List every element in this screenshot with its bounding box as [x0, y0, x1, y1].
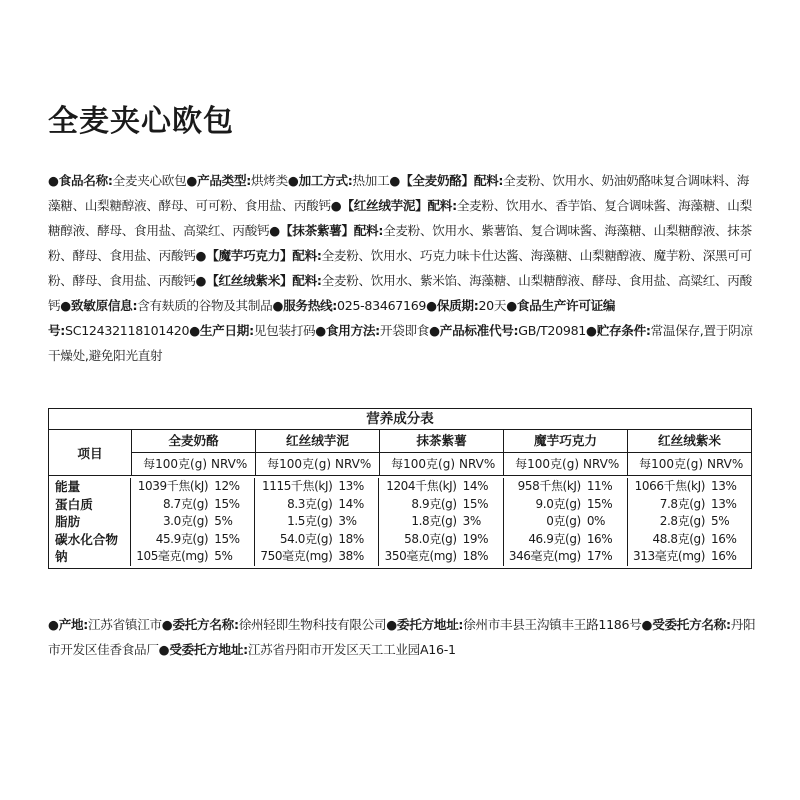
nutrient-nrv: 38%	[338, 549, 364, 563]
nutrient-amount: 313毫克(mg)	[633, 549, 706, 563]
nutrient-nrv: 3%	[462, 514, 481, 528]
nutrient-row	[628, 496, 751, 514]
info-label: ●致敏原信息:	[60, 298, 138, 313]
nutrient-row	[131, 531, 254, 549]
nutrient-amount: 3.0克(g)	[162, 514, 209, 528]
product-name: 魔芋巧克力	[504, 430, 627, 453]
nutrient-amount: 0克(g)	[546, 514, 581, 528]
page-title: 全麦夹心欧包	[48, 104, 234, 139]
info-value: 全麦粉、饮用水、紫米馅、海藻糖、山梨糖醇液、酵母、食用盐、高粱红、丙酸钙	[48, 273, 752, 313]
nutrient-row	[131, 548, 254, 566]
nutrient-nrv: 5%	[711, 514, 730, 528]
info-value: 烘烤类	[250, 173, 288, 188]
info-label: ●贮存条件:	[586, 323, 651, 338]
nutrient-amount: 1.8克(g)	[411, 514, 457, 528]
maker-value: 徐州轻即生物科技有限公司	[238, 617, 387, 632]
product-subheader	[256, 453, 379, 475]
nutrient-nrv: 15%	[214, 531, 240, 546]
nutrient-amount: 1039千焦(kJ)	[137, 479, 209, 493]
info-value: 全麦粉、饮用水、奶油奶酪味复合调味料、海藻糖、山梨糖醇液、酵母、可可粉、食用盐、丙酸钙	[48, 173, 750, 213]
nutrient-nrv: 15%	[586, 496, 613, 511]
nutrient-amount: 45.9克(g)	[155, 531, 209, 546]
nrv-label: NRV%	[459, 457, 496, 471]
info-value: 常温保存,置于阴凉干燥处,避免阳光直射	[48, 323, 753, 363]
info-value: 见包装打码	[253, 323, 316, 338]
nutrient-nrv: 0%	[586, 514, 606, 528]
nutrient-row	[379, 496, 502, 514]
nutrient-nrv: 15%	[462, 496, 489, 511]
per-100g-label: 每100克(g)	[515, 457, 579, 471]
nutrient-amount: 1066千焦(kJ)	[634, 479, 706, 493]
info-value: 全麦粉、饮用水、巧克力味卡仕达酱、海藻糖、山梨糖醇液、魔芋粉、深黑可可粉、酵母、食用盐、丙酸钙	[48, 248, 752, 288]
info-value: 025-83467169	[337, 298, 427, 313]
maker-label: ●受委托方名称:	[641, 617, 731, 632]
nutrient-row	[131, 513, 254, 531]
nutrient-amount: 105毫克(mg)	[136, 549, 209, 563]
per-100g-label: 每100克(g)	[391, 457, 455, 471]
nutrient-amount: 346毫克(mg)	[508, 549, 581, 563]
nutrient-name: 能量	[55, 479, 81, 494]
nutrient-nrv: 13%	[711, 479, 737, 493]
info-value: 全麦粉、饮用水、紫薯馅、复合调味酱、海藻糖、山梨糖醇液、抹茶粉、酵母、食用盐、丙酸钙	[48, 223, 752, 263]
nutrient-row	[255, 531, 378, 549]
nutrient-amount: 350毫克(mg)	[384, 549, 457, 563]
product-values	[504, 478, 628, 566]
nrv-label: NRV%	[211, 457, 248, 471]
info-label: ●服务热线:	[272, 298, 338, 313]
nutrition-table-title: 营养成分表	[49, 409, 751, 430]
nutrient-row	[255, 548, 378, 566]
per-100g-label: 每100克(g)	[639, 457, 703, 471]
nutrient-row	[379, 531, 502, 549]
info-label: ●【红丝绒芋泥】配料:	[330, 198, 457, 213]
nutrient-row	[628, 513, 751, 531]
product-header	[504, 430, 628, 475]
nutrient-amount: 46.9克(g)	[528, 531, 581, 546]
product-name: 红丝绒紫米	[628, 430, 751, 453]
nutrient-nrv: 11%	[586, 479, 613, 493]
info-label: ●【抹茶紫薯】配料:	[269, 223, 384, 238]
nrv-label: NRV%	[583, 457, 620, 471]
product-header	[132, 430, 256, 475]
product-header	[256, 430, 380, 475]
nutrition-table-body	[49, 476, 751, 568]
nutrient-row	[255, 513, 378, 531]
product-name: 抹茶紫薯	[380, 430, 503, 453]
maker-label: ●受委托方地址:	[158, 642, 248, 657]
nutrient-amount: 1204千焦(kJ)	[386, 479, 457, 493]
product-subheader	[504, 453, 627, 475]
nutrient-nrv: 19%	[462, 531, 489, 546]
nutrient-row	[379, 513, 502, 531]
nutrient-amount: 2.8克(g)	[659, 514, 706, 528]
info-value: SC12432118101420	[65, 323, 190, 338]
product-header	[380, 430, 504, 475]
nutrient-row	[131, 496, 254, 514]
info-value: 全麦粉、饮用水、香芋馅、复合调味酱、海藻糖、山梨糖醇液、酵母、食用盐、高粱红、丙酸钙	[48, 198, 752, 238]
nutrient-nrv: 5%	[214, 514, 233, 528]
maker-value: 江苏省丹阳市开发区天工工业园A16-1	[247, 642, 456, 657]
nutrient-row	[255, 478, 378, 496]
per-100g-label: 每100克(g)	[267, 457, 331, 471]
nutrient-labels	[49, 478, 131, 566]
nrv-label: NRV%	[335, 457, 372, 471]
nutrient-row	[628, 531, 751, 549]
nutrient-row	[255, 496, 378, 514]
product-columns	[132, 430, 751, 475]
nutrient-nrv: 13%	[338, 479, 364, 493]
manufacturer-info	[48, 612, 758, 662]
nutrient-name: 碳水化合物	[55, 531, 118, 547]
nutrient-nrv: 16%	[586, 531, 613, 546]
info-label: ●食品名称:	[48, 173, 113, 188]
nutrient-amount: 750毫克(mg)	[260, 549, 333, 563]
nutrient-row	[131, 478, 254, 496]
nutrient-amount: 958千焦(kJ)	[517, 479, 581, 493]
nutrient-nrv: 16%	[711, 531, 737, 546]
item-header: 项目	[49, 430, 132, 475]
maker-value: 丹阳市开发区佳香食品厂	[48, 617, 756, 657]
nutrient-nrv: 14%	[462, 479, 489, 493]
info-label: ●【魔芋巧克力】配料:	[195, 248, 322, 263]
maker-label: ●产地:	[48, 617, 89, 632]
product-name: 红丝绒芋泥	[256, 430, 379, 453]
nutrient-nrv: 14%	[338, 496, 364, 511]
maker-value: 徐州市丰县王沟镇丰王路1186号	[463, 617, 642, 632]
product-subheader	[380, 453, 503, 475]
info-value: 20天	[478, 298, 507, 313]
info-label: ●产品类型:	[186, 173, 251, 188]
info-value: 热加工	[352, 173, 390, 188]
maker-label: ●委托方名称:	[161, 617, 239, 632]
nutrient-nrv: 18%	[338, 531, 364, 546]
nutrient-row	[504, 513, 627, 531]
info-label: ●加工方式:	[287, 173, 353, 188]
nutrient-name: 钠	[55, 549, 68, 564]
nutrient-row	[628, 478, 751, 496]
nutrient-amount: 8.9克(g)	[411, 496, 457, 511]
info-label: ●产品标准代号:	[429, 323, 519, 338]
nutrient-row	[379, 478, 502, 496]
nutrient-amount: 8.7克(g)	[162, 496, 209, 511]
nutrient-nrv: 13%	[711, 496, 737, 511]
nutrient-amount: 58.0克(g)	[404, 531, 457, 546]
product-values	[628, 478, 751, 566]
nutrient-row	[504, 478, 627, 496]
info-label: ●生产日期:	[189, 323, 254, 338]
maker-label: ●委托方地址:	[386, 617, 464, 632]
info-value: 全麦夹心欧包	[112, 173, 187, 188]
info-label: ●食用方法:	[315, 323, 380, 338]
info-value: GB/T20981	[518, 323, 586, 338]
nutrient-nrv: 15%	[214, 496, 240, 511]
nutrition-table-header	[49, 430, 751, 476]
nutrient-amount: 7.8克(g)	[659, 496, 706, 511]
nutrient-nrv: 12%	[214, 479, 240, 493]
product-values	[379, 478, 503, 566]
info-value: 含有麸质的谷物及其制品	[137, 298, 273, 313]
product-values	[255, 478, 379, 566]
info-label: ●【红丝绒紫米】配料:	[195, 273, 322, 288]
nutrient-nrv: 17%	[586, 549, 613, 563]
info-label: ●【全麦奶酪】配料:	[389, 173, 504, 188]
nutrient-nrv: 3%	[338, 514, 357, 528]
nutrient-row	[504, 496, 627, 514]
info-value: 开袋即食	[379, 323, 430, 338]
nutrient-row	[628, 548, 751, 566]
product-header	[628, 430, 751, 475]
product-values	[131, 478, 255, 566]
nutrient-nrv: 16%	[711, 549, 737, 563]
nrv-label: NRV%	[707, 457, 744, 471]
product-info	[48, 168, 758, 368]
nutrient-name: 脂肪	[55, 514, 81, 529]
nutrient-row	[504, 531, 627, 549]
nutrient-row	[504, 548, 627, 566]
info-label: ●保质期:	[426, 298, 479, 313]
product-name: 全麦奶酪	[132, 430, 255, 453]
nutrient-amount: 1115千焦(kJ)	[262, 479, 333, 493]
product-subheader	[132, 453, 255, 475]
nutrient-amount: 54.0克(g)	[279, 531, 333, 546]
nutrient-amount: 9.0克(g)	[535, 496, 581, 511]
nutrient-nrv: 5%	[214, 549, 233, 563]
nutrition-table	[48, 408, 752, 569]
nutrient-name: 蛋白质	[55, 496, 93, 512]
nutrient-row	[379, 548, 502, 566]
nutrient-nrv: 18%	[462, 549, 489, 563]
nutrient-amount: 8.3克(g)	[287, 496, 333, 511]
value-columns	[131, 478, 751, 566]
nutrient-amount: 1.5克(g)	[287, 514, 333, 528]
nutrient-amount: 48.8克(g)	[652, 531, 706, 546]
product-subheader	[628, 453, 751, 475]
maker-value: 江苏省镇江市	[88, 617, 162, 632]
info-label: ●食品生产许可证编号:	[48, 298, 616, 338]
per-100g-label: 每100克(g)	[143, 457, 207, 471]
